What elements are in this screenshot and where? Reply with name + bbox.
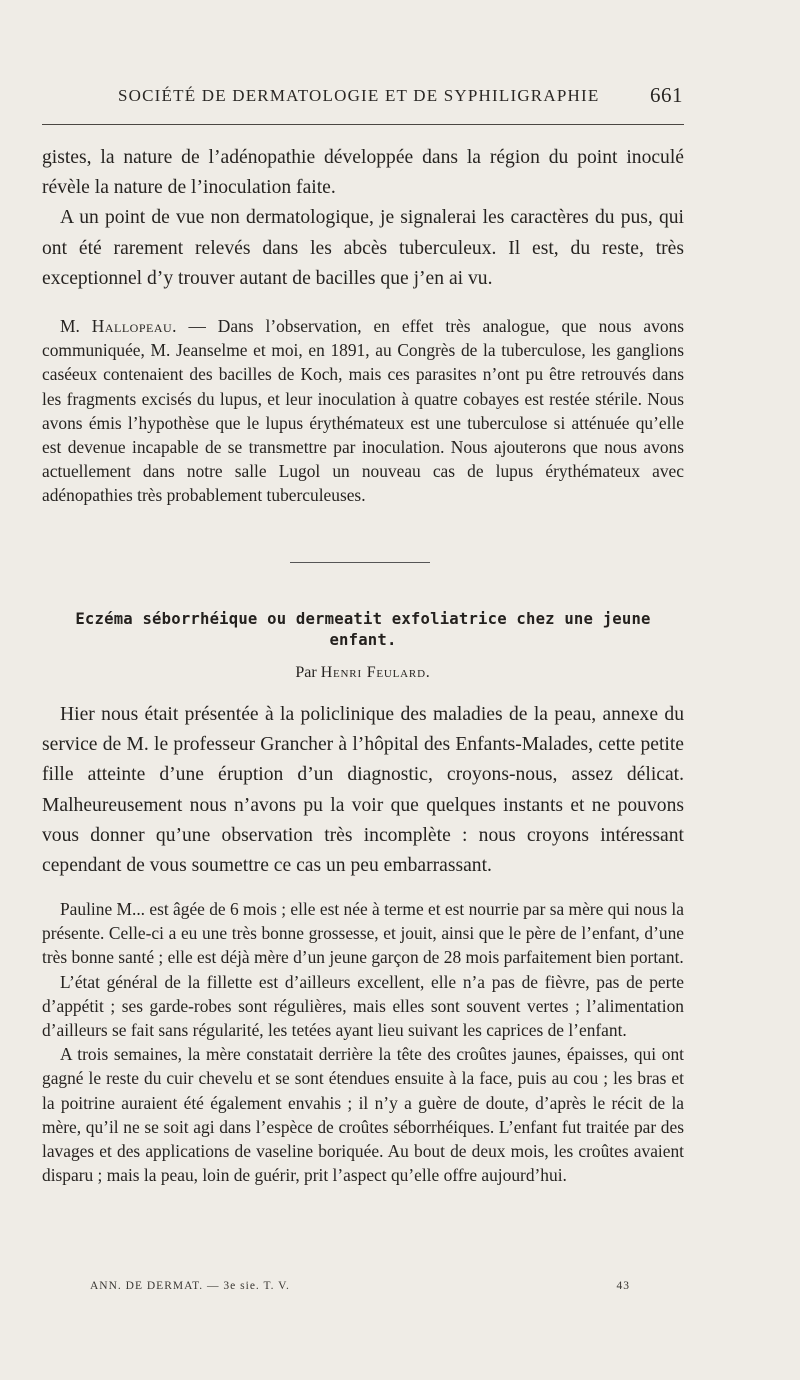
observation-text (42, 897, 684, 1187)
continuation-text (42, 143, 684, 294)
header-rule (42, 124, 684, 125)
intro-paragraph: Hier nous était présentée à la policlinique des maladies de la peau, annexe du service de M. le professeur Grancher à l’hôpital des Enfants-Malades, cette petite fille atteinte d’une éruption d’un diagnostic, croyons-nous, assez délicat. Malheureusement nous n’avons pu la voir que quelques instants et ne pouvons vous donner qu’une observation très incomplète : nous croyons intéressant cependant de vous soumettre ce cas un peu embarrassant. (42, 704, 684, 877)
continuation-paragraph-1: gistes, la nature de l’adénopathie développée dans la région du point inoculé révèle la nature de l’inoculation faite. (42, 147, 684, 199)
article-byline (42, 664, 684, 682)
page-footer (90, 1280, 630, 1292)
section-divider (290, 562, 430, 563)
discussion-remark (42, 314, 684, 508)
continuation-paragraph-2: A un point de vue non dermatologique, je signalerai les caractères du pus, qui ont été rarement relevés dans les abcès tuberculeux. Il est, du reste, très exceptionnel d’y trouver autant de bacilles que j’en ai vu. (42, 207, 684, 289)
signature-mark: 43 (616, 1280, 630, 1292)
observation-paragraph-3: A trois semaines, la mère constatait derrière la tête des croûtes jaunes, épaisses, qui ont gagné le reste du cuir chevelu et se sont étendues ensuite à la face, puis au cou ; les bras et la poitrine auraient été également envahis ; il n’y a guère de doute, d’après le récit de la mère, qu’il ne se soit agi dans l’espèce de croûtes séborrhéiques. L’enfant fut traitée par des lavages et des applications de vaseline boriquée. Au bout de deux mois, les croûtes avaient disparu ; mais la peau, loin de guérir, prit l’aspect qu’elle offre aujourd’hui. (42, 1044, 684, 1186)
observation-paragraph-1: Pauline M... est âgée de 6 mois ; elle est née à terme et est nourrie par sa mère qui nous la présente. Celle-ci a eu une très bonne grossesse, et jouit, ainsi que le père de l’enfant, d’une très bonne santé ; elle est déjà mère d’un jeune garçon de 28 mois parfaitement bien portant. (42, 899, 684, 968)
journal-reference: ANN. DE DERMAT. — 3e sie. T. V. (90, 1280, 290, 1292)
observation-paragraph-2: L’état général de la fillette est d’ailleurs excellent, elle n’a pas de fièvre, pas de perte d’appétit ; ses garde-robes sont régulières, mais elles sont souvent vertes ; l’alimentation d’ailleurs se fait sans régularité, les tetées ayant lieu suivant les caprices de l’enfant. (42, 971, 684, 1041)
article-intro (42, 700, 684, 881)
discussion-paragraph (42, 314, 684, 508)
article-title: Eczéma séborrhéique ou dermeatit exfoliatrice chez une jeune enfant. (75, 610, 651, 649)
page-number: 661 (650, 83, 683, 107)
speaker-prefix: M. (60, 316, 92, 336)
speaker-name: Hallopeau (91, 316, 173, 336)
running-head (118, 83, 683, 107)
running-title: SOCIÉTÉ DE DERMATOLOGIE ET DE SYPHILIGRAPHIE (118, 86, 600, 105)
byline-prefix: Par (295, 664, 321, 681)
author-name: Henri Feulard. (320, 664, 431, 681)
discussion-text: . — Dans l’observation, en effet très analogue, que nous avons communiquée, M. Jeanselme et moi, en 1891, au Congrès de la tuberculose, les ganglions caséeux contenaient des bacilles de Koch, mais ces parasites n’ont pu être retrouvés dans les fragments excisés du lupus, et leur inoculation à quatre cobayes est restée stérile. Nous avons émis l’hypothèse que le lupus érythémateux est une tuberculose si atténuée qu’elle est devenue incapable de se transmettre par inoculation. Nous ajouterons que nous avons actuellement dans notre salle Lugol un nouveau cas de lupus érythémateux avec adénopathies très probablement tuberculeuses. (42, 316, 684, 506)
